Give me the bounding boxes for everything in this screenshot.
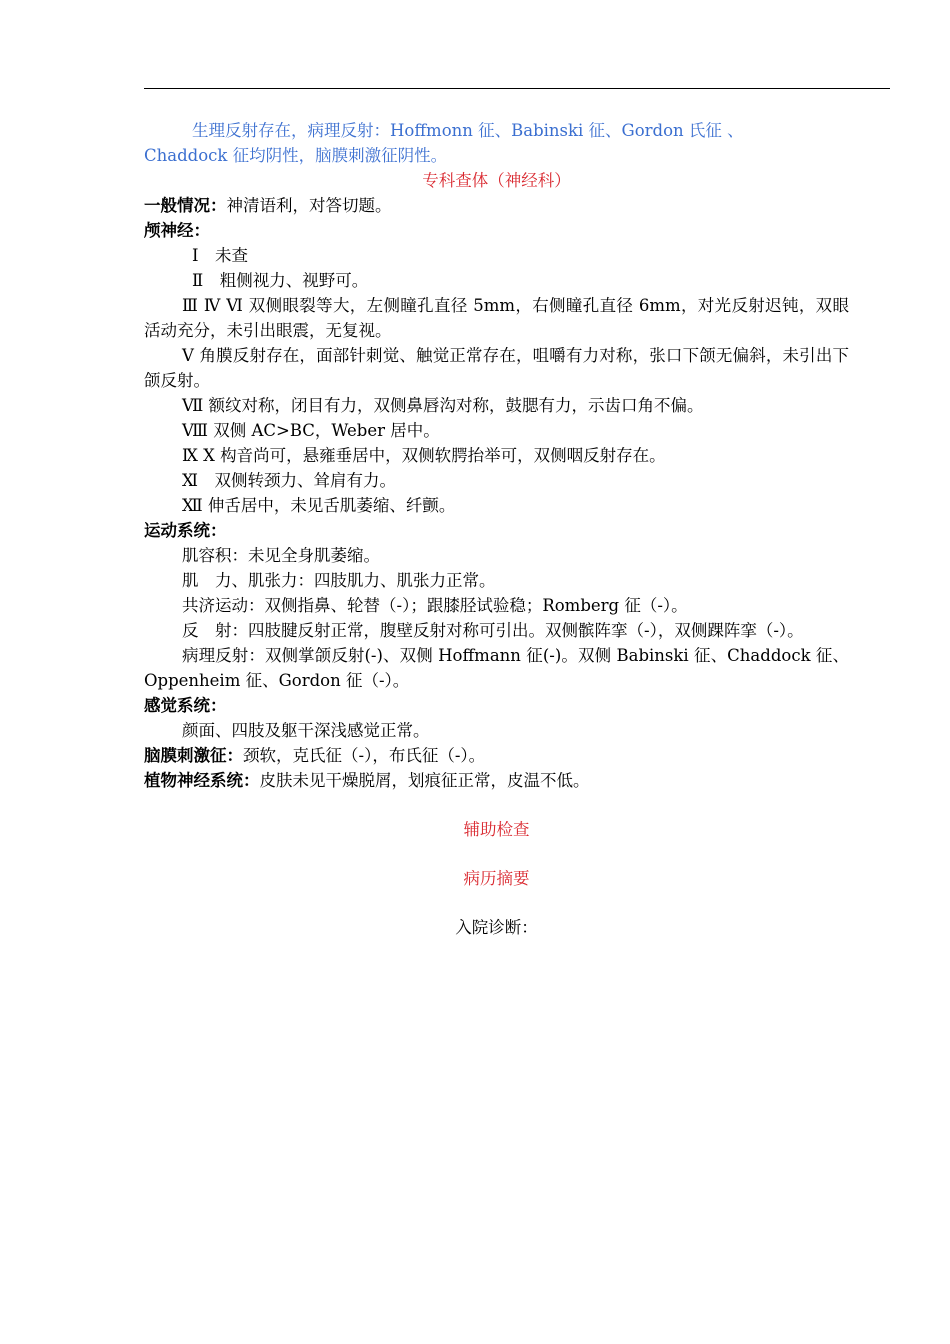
general-text: 神清语利，对答切题。 (226, 196, 392, 215)
cranial-item-8: Ⅷ 双侧 AC>BC，Weber 居中。 (182, 421, 440, 440)
meningeal-label: 脑膜刺激征： (144, 746, 243, 765)
sensory-label: 感觉系统： (144, 696, 227, 715)
general-label: 一般情况： (144, 196, 227, 215)
cranial-item-2: Ⅱ 粗侧视力、视野可。 (192, 271, 369, 290)
aux-exam-heading: 辅助检查 (463, 820, 530, 839)
autonomic-row (144, 768, 849, 793)
motor-item-pathologic: 病理反射：双侧掌颌反射(-)、双侧 Hoffmann 征(-)。双侧 Babinski 征、Chaddock 征、Oppenheim 征、Gordon 征（-）。 (144, 646, 849, 690)
cranial-item-3: Ⅲ Ⅳ Ⅵ 双侧眼裂等大，左侧瞳孔直径 5mm，右侧瞳孔直径 6mm，对光反射迟钝，双眼活动充分，未引出眼震，无复视。 (144, 296, 849, 340)
intro-line-1: 生理反射存在，病理反射：Hoffmonn 征、Babinski 征、Gordon 氏征 、 (192, 121, 744, 140)
cranial-item-12: Ⅻ 伸舌居中，未见舌肌萎缩、纤颤。 (182, 496, 456, 515)
cranial-item-9: Ⅸ Ⅹ 构音尚可，悬雍垂居中，双侧软腭抬举可，双侧咽反射存在。 (182, 446, 666, 465)
autonomic-label: 植物神经系统： (144, 771, 260, 790)
cranial-label: 颅神经： (144, 221, 210, 240)
spacer (144, 793, 849, 817)
motor-item-reflex: 反 射：四肢腱反射正常，腹壁反射对称可引出。双侧髌阵挛（-），双侧踝阵挛（-）。 (182, 621, 804, 640)
header-rule (144, 88, 890, 89)
section-title: 专科查体（神经科） (422, 171, 571, 190)
admission-diagnosis-label: 入院诊断： (455, 918, 538, 937)
spacer (144, 842, 849, 866)
motor-item-volume: 肌容积：未见全身肌萎缩。 (182, 546, 380, 565)
intro-line-2: Chaddock 征均阴性，脑膜刺激征阴性。 (144, 146, 448, 165)
general-row (144, 193, 849, 218)
motor-item-strength: 肌 力、肌张力：四肢肌力、肌张力正常。 (182, 571, 496, 590)
motor-item-coordination: 共济运动：双侧指鼻、轮替（-）；跟膝胫试验稳；Romberg 征（-）。 (182, 596, 688, 615)
cranial-item-5: Ⅴ 角膜反射存在，面部针刺觉、触觉正常存在，咀嚼有力对称，张口下颌无偏斜，未引出下颌反射。 (144, 346, 849, 390)
meningeal-text: 颈软，克氏征（-），布氏征（-）。 (243, 746, 486, 765)
spacer (144, 891, 849, 915)
cranial-item-1: Ⅰ 未查 (192, 246, 249, 265)
meningeal-row (144, 743, 849, 768)
autonomic-text: 皮肤未见干燥脱屑，划痕征正常，皮温不低。 (259, 771, 590, 790)
sensory-text: 颜面、四肢及躯干深浅感觉正常。 (182, 721, 430, 740)
summary-heading: 病历摘要 (463, 869, 530, 888)
motor-label: 运动系统： (144, 521, 227, 540)
document-body (144, 118, 849, 940)
cranial-item-11: Ⅺ 双侧转颈力、耸肩有力。 (182, 471, 396, 490)
cranial-item-7: Ⅶ 额纹对称，闭目有力，双侧鼻唇沟对称，鼓腮有力，示齿口角不偏。 (182, 396, 704, 415)
